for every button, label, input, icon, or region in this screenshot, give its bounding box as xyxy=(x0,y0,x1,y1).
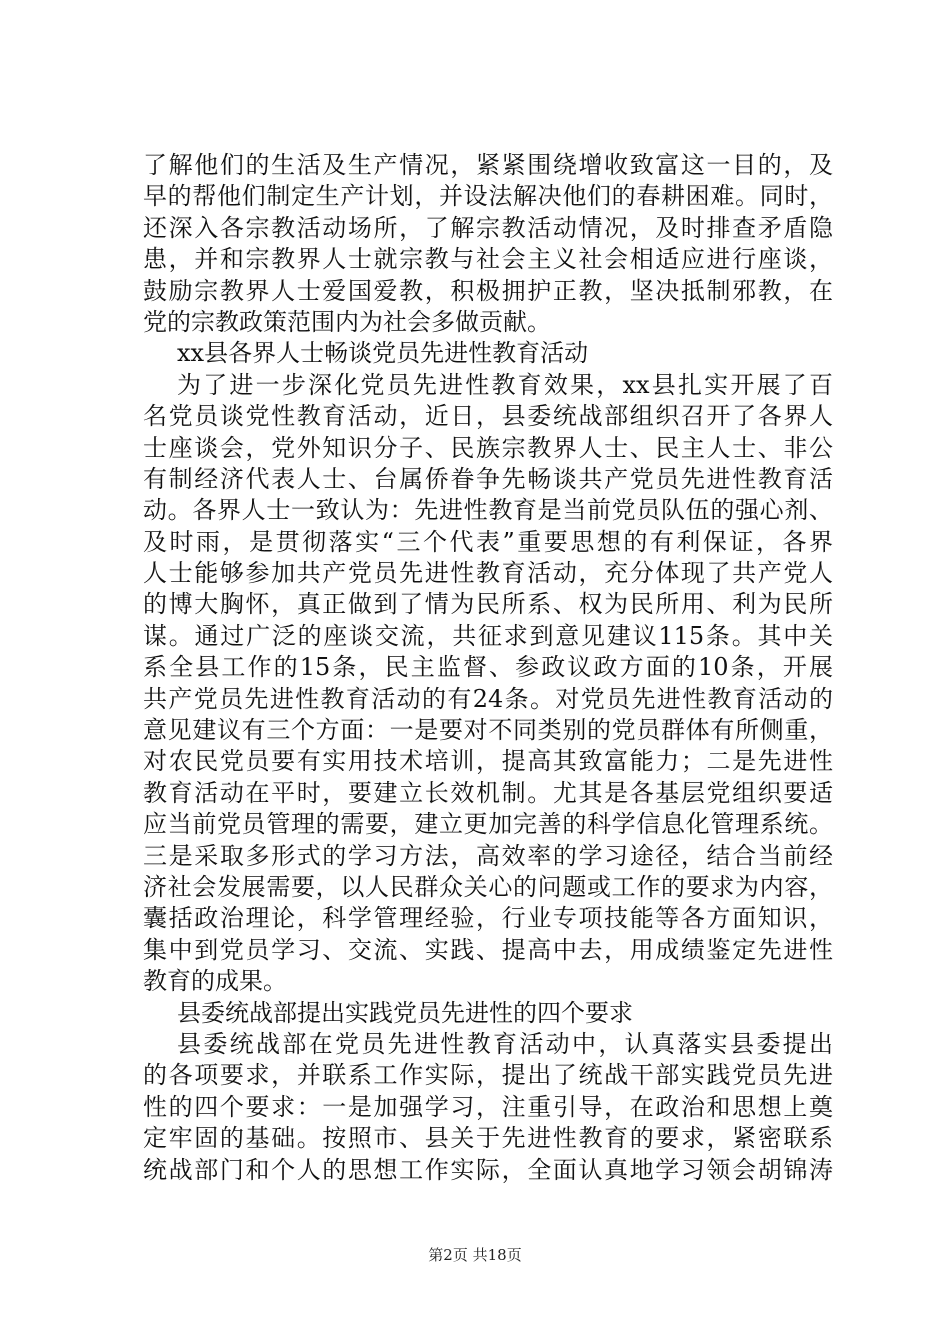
text-line: 了解他们的生活及生产情况，紧紧围绕增收致富这一目的，及 xyxy=(143,151,833,179)
text-line: 意见建议有三个方面：一是要对不同类别的党员群体有所侧重， xyxy=(143,716,833,745)
text-line: 鼓励宗教界人士爱国爱教，积极拥护正教，坚决抵制邪教，在 xyxy=(143,276,833,305)
text-line: 囊括政治理论，科学管理经验，行业专项技能等各方面知识， xyxy=(143,904,833,933)
text-line: 性的四个要求：一是加强学习，注重引导，在政治和思想上奠 xyxy=(143,1092,833,1121)
text-line: 及时雨，是贯彻落实“三个代表”重要思想的有利保证，各界 xyxy=(143,527,833,556)
text-line: 集中到党员学习、交流、实践、提高中去，用成绩鉴定先进性 xyxy=(143,935,833,964)
text-line: 人士能够参加共产党员先进性教育活动，充分体现了共产党人 xyxy=(143,559,833,588)
text-line: 早的帮他们制定生产计划，并设法解决他们的春耕困难。同时， xyxy=(143,182,833,211)
text-line: 统战部门和个人的思想工作实际，全面认真地学习领会胡锦涛 xyxy=(143,1155,833,1184)
text-line: 名党员谈党性教育活动，近日，县委统战部组织召开了各界人 xyxy=(143,402,833,431)
text-line: 患，并和宗教界人士就宗教与社会主义社会相适应进行座谈， xyxy=(143,245,833,274)
text-line: 对农民党员要有实用技术培训，提高其致富能力；二是先进性 xyxy=(143,747,833,776)
page-footer: 第2页 共18页 xyxy=(428,1246,522,1264)
text-line: 为了进一步深化党员先进性教育效果，xx县扎实开展了百 xyxy=(177,370,833,399)
text-line: 的博大胸怀，真正做到了情为民所系、权为民所用、利为民所 xyxy=(143,590,833,619)
text-line: 的各项要求，并联系工作实际，提出了统战干部实践党员先进 xyxy=(143,1061,833,1090)
text-line: 谋。通过广泛的座谈交流，共征求到意见建议115条。其中关 xyxy=(143,621,833,650)
section-heading: xx县各界人士畅谈党员先进性教育活动 xyxy=(177,339,589,368)
text-line: 有制经济代表人士、台属侨眷争先畅谈共产党员先进性教育活 xyxy=(143,464,833,493)
text-line: 教育的成果。 xyxy=(143,967,287,996)
text-line: 还深入各宗教活动场所，了解宗教活动情况，及时排查矛盾隐 xyxy=(143,213,833,242)
document-body xyxy=(143,150,833,1186)
text-line: 共产党员先进性教育活动的有24条。对党员先进性教育活动的 xyxy=(143,684,833,713)
text-line: 应当前党员管理的需要，建立更加完善的科学信息化管理系统。 xyxy=(143,810,833,839)
section-heading: 县委统战部提出实践党员先进性的四个要求 xyxy=(177,998,633,1027)
text-line: 县委统战部在党员先进性教育活动中，认真落实县委提出 xyxy=(177,1029,833,1058)
text-line: 党的宗教政策范围内为社会多做贡献。 xyxy=(143,307,551,336)
text-line: 三是采取多形式的学习方法，高效率的学习途径，结合当前经 xyxy=(143,841,833,870)
text-line: 教育活动在平时，要建立长效机制。尤其是各基层党组织要适 xyxy=(143,778,833,807)
text-line: 士座谈会，党外知识分子、民族宗教界人士、民主人士、非公 xyxy=(143,433,833,462)
text-line: 动。各界人士一致认为：先进性教育是当前党员队伍的强心剂、 xyxy=(143,496,833,525)
text-line: 济社会发展需要，以人民群众关心的问题或工作的要求为内容， xyxy=(143,872,833,901)
text-line: 系全县工作的15条，民主监督、参政议政方面的10条，开展 xyxy=(143,653,833,682)
text-line: 定牢固的基础。按照市、县关于先进性教育的要求，紧密联系 xyxy=(143,1124,833,1153)
